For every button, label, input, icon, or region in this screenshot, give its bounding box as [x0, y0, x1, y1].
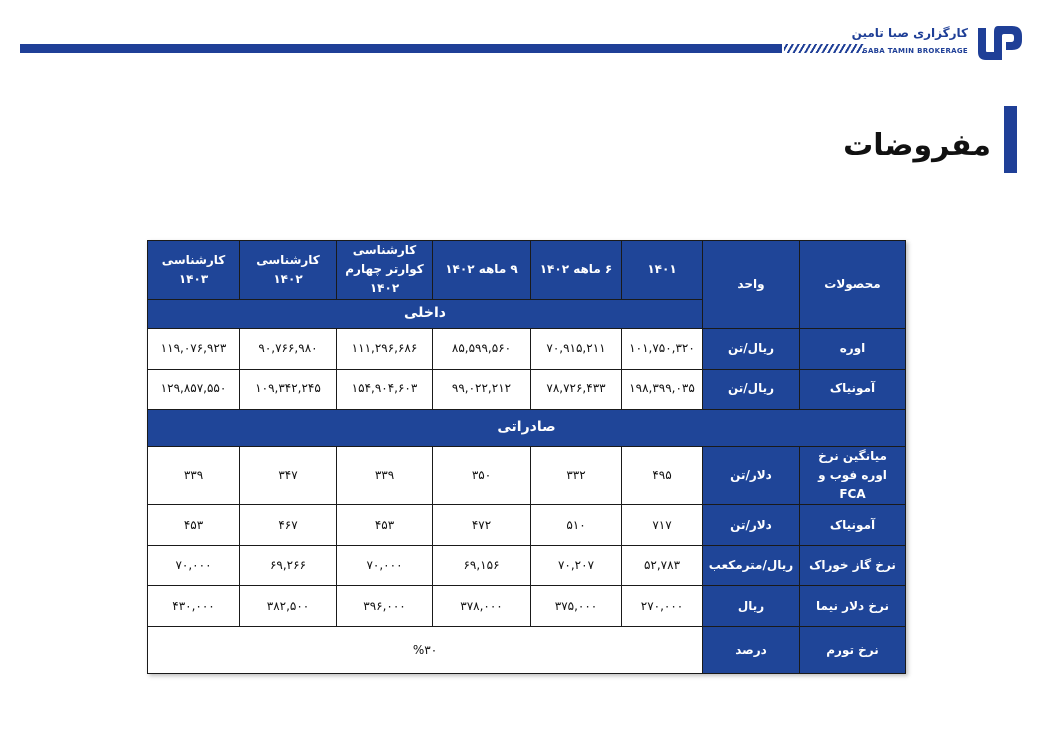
table-cell: ۳۸۲,۵۰۰: [240, 586, 337, 627]
table-cell: ۲۷۰,۰۰۰: [622, 586, 703, 627]
table-cell: ۷۱۷: [622, 505, 703, 546]
col-header-1402-estimate: کارشناسی ۱۴۰۲: [240, 241, 337, 300]
brand-mark-icon: [974, 22, 1024, 62]
section-export: صادراتی: [148, 409, 906, 446]
table-cell: ۱۲۹,۸۵۷,۵۵۰: [148, 369, 240, 409]
col-header-1401: ۱۴۰۱: [622, 241, 703, 300]
col-header-unit: واحد: [703, 241, 800, 329]
table-cell: ۳۳۹: [148, 446, 240, 505]
table-cell: ۴۷۲: [433, 505, 531, 546]
table-cell: ۵۱۰: [531, 505, 622, 546]
table-cell: ۳۷۸,۰۰۰: [433, 586, 531, 627]
table-cell: ۷۰,۲۰۷: [531, 546, 622, 586]
row-product: نرخ گاز خوراک: [800, 546, 906, 586]
table-cell: ۷۰,۹۱۵,۲۱۱: [531, 328, 622, 369]
brand-name-fa: کارگزاری صبا تامین: [851, 26, 968, 40]
table-cell: ۴۶۷: [240, 505, 337, 546]
table-cell: ۶۹,۲۶۶: [240, 546, 337, 586]
table-row: [148, 446, 906, 505]
row-product: نرخ تورم: [800, 627, 906, 674]
inflation-value: %۳۰: [148, 627, 703, 674]
row-product: اوره: [800, 328, 906, 369]
row-unit: ریال/مترمکعب: [703, 546, 800, 586]
col-header-q4-1402-estimate: کارشناسی کوارتر چهارم ۱۴۰۲: [337, 241, 433, 300]
table-cell: ۹۹,۰۲۲,۲۱۲: [433, 369, 531, 409]
row-product: آمونیاک: [800, 369, 906, 409]
table-cell: ۱۹۸,۳۹۹,۰۳۵: [622, 369, 703, 409]
table-row: [148, 369, 906, 409]
col-header-1403-estimate: کارشناسی ۱۴۰۳: [148, 241, 240, 300]
col-header-6m-1402: ۶ ماهه ۱۴۰۲: [531, 241, 622, 300]
header-hatch-decoration: [784, 44, 864, 53]
table-cell: ۵۲,۷۸۳: [622, 546, 703, 586]
row-unit: دلار/تن: [703, 505, 800, 546]
table-row: [148, 505, 906, 546]
table-cell: ۳۷۵,۰۰۰: [531, 586, 622, 627]
assumptions-table: [147, 240, 906, 674]
table-cell: ۳۹۶,۰۰۰: [337, 586, 433, 627]
table-row: [148, 627, 906, 674]
table-cell: ۱۱۹,۰۷۶,۹۲۳: [148, 328, 240, 369]
table-cell: ۳۳۹: [337, 446, 433, 505]
table-cell: ۱۱۱,۲۹۶,۶۸۶: [337, 328, 433, 369]
table-cell: ۷۰,۰۰۰: [337, 546, 433, 586]
brand-name-en: SABA TAMIN BROKERAGE: [862, 47, 968, 55]
table-cell: ۳۴۷: [240, 446, 337, 505]
table-cell: ۹۰,۷۶۶,۹۸۰: [240, 328, 337, 369]
section-domestic: داخلی: [148, 299, 703, 328]
row-unit: ریال/تن: [703, 369, 800, 409]
table-cell: ۷۰,۰۰۰: [148, 546, 240, 586]
table-cell: ۴۹۵: [622, 446, 703, 505]
row-unit: ریال/تن: [703, 328, 800, 369]
table-cell: ۱۰۱,۷۵۰,۳۲۰: [622, 328, 703, 369]
page-title: مفروضات: [843, 128, 991, 163]
header-bar: [20, 44, 782, 53]
table-cell: ۸۵,۵۹۹,۵۶۰: [433, 328, 531, 369]
row-product: آمونیاک: [800, 505, 906, 546]
table-cell: ۱۰۹,۳۴۲,۲۴۵: [240, 369, 337, 409]
row-unit: درصد: [703, 627, 800, 674]
table-row: [148, 586, 906, 627]
table-row: [148, 546, 906, 586]
brand-logo: [851, 20, 1030, 64]
col-header-9m-1402: ۹ ماهه ۱۴۰۲: [433, 241, 531, 300]
col-header-product: محصولات: [800, 241, 906, 329]
table-cell: ۷۸,۷۲۶,۴۳۳: [531, 369, 622, 409]
row-unit: دلار/تن: [703, 446, 800, 505]
table-cell: ۱۵۴,۹۰۴,۶۰۳: [337, 369, 433, 409]
row-product: میانگین نرخ اوره فوب و FCA: [800, 446, 906, 505]
title-accent-bar: [1004, 106, 1017, 173]
table-cell: ۴۵۳: [148, 505, 240, 546]
row-product: نرخ دلار نیما: [800, 586, 906, 627]
table-cell: ۴۵۳: [337, 505, 433, 546]
table-cell: ۴۳۰,۰۰۰: [148, 586, 240, 627]
table-cell: ۳۳۲: [531, 446, 622, 505]
table-cell: ۶۹,۱۵۶: [433, 546, 531, 586]
table-row: [148, 328, 906, 369]
row-unit: ریال: [703, 586, 800, 627]
table-cell: ۳۵۰: [433, 446, 531, 505]
